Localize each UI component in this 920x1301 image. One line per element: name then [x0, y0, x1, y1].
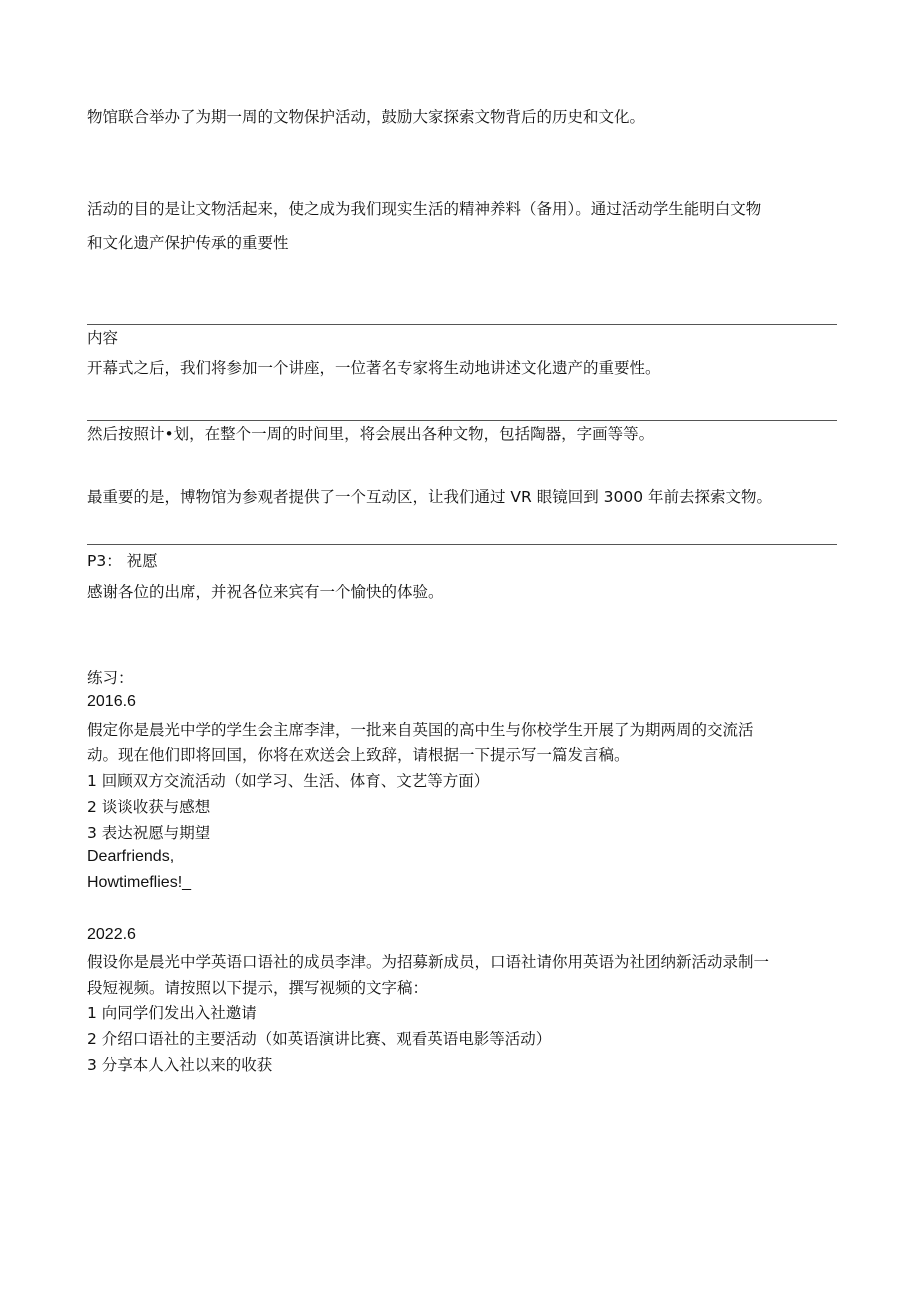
- exercise-1-opening: Howtimeflies!_: [87, 874, 192, 891]
- divider: [87, 324, 837, 325]
- p3-heading: P3： 祝愿: [87, 552, 158, 570]
- exercise-1-point-3: 3 表达祝愿与期望: [87, 824, 211, 842]
- exercise-1-greeting: Dearfriends,: [87, 848, 175, 865]
- exercise-1-point-1: 1 回顾双方交流活动（如学习、生活、体育、文艺等方面）: [87, 772, 490, 790]
- divider: [87, 420, 837, 421]
- exercise-1-prompt-line-2: 动。现在他们即将回国，你将在欢送会上致辞，请根据一下提示写一篇发言稿。: [87, 746, 630, 764]
- exercise-2-year: 2022.6: [87, 926, 136, 943]
- exercise-2-prompt-line-2: 段短视频。请按照以下提示，撰写视频的文字稿：: [87, 979, 429, 997]
- content-paragraph-2: 然后按照计•划，在整个一周的时间里，将会展出各种文物，包括陶器，字画等等。: [87, 425, 655, 443]
- intro-line-1: 物馆联合举办了为期一周的文物保护活动，鼓励大家探索文物背后的历史和文化。: [87, 108, 646, 126]
- practice-label: 练习：: [87, 669, 134, 687]
- intro-line-3: 和文化遗产保护传承的重要性: [87, 234, 289, 252]
- content-paragraph-3: 最重要的是，博物馆为参观者提供了一个互动区，让我们通过 VR 眼镜回到 3000 年前去探索文物。: [87, 488, 773, 506]
- exercise-2-point-3: 3 分享本人入社以来的收获: [87, 1056, 273, 1074]
- p3-paragraph: 感谢各位的出席，并祝各位来宾有一个愉快的体验。: [87, 583, 444, 601]
- divider: [87, 544, 837, 545]
- exercise-1-prompt-line-1: 假定你是晨光中学的学生会主席李津，一批来自英国的高中生与你校学生开展了为期两周的交流活: [87, 721, 754, 739]
- intro-line-2: 活动的目的是让文物活起来，使之成为我们现实生活的精神养料（备用）。通过活动学生能明白文物: [87, 200, 762, 218]
- exercise-1-point-2: 2 谈谈收获与感想: [87, 798, 211, 816]
- exercise-2-prompt-line-1: 假设你是晨光中学英语口语社的成员李津。为招募新成员，口语社请你用英语为社团纳新活动录制一: [87, 953, 770, 971]
- content-paragraph-1: 开幕式之后，我们将参加一个讲座，一位著名专家将生动地讲述文化遗产的重要性。: [87, 359, 661, 377]
- exercise-1-year: 2016.6: [87, 693, 136, 710]
- exercise-2-point-1: 1 向同学们发出入社邀请: [87, 1004, 257, 1022]
- content-heading: 内容: [87, 329, 119, 347]
- exercise-2-point-2: 2 介绍口语社的主要活动（如英语演讲比赛、观看英语电影等活动）: [87, 1030, 552, 1048]
